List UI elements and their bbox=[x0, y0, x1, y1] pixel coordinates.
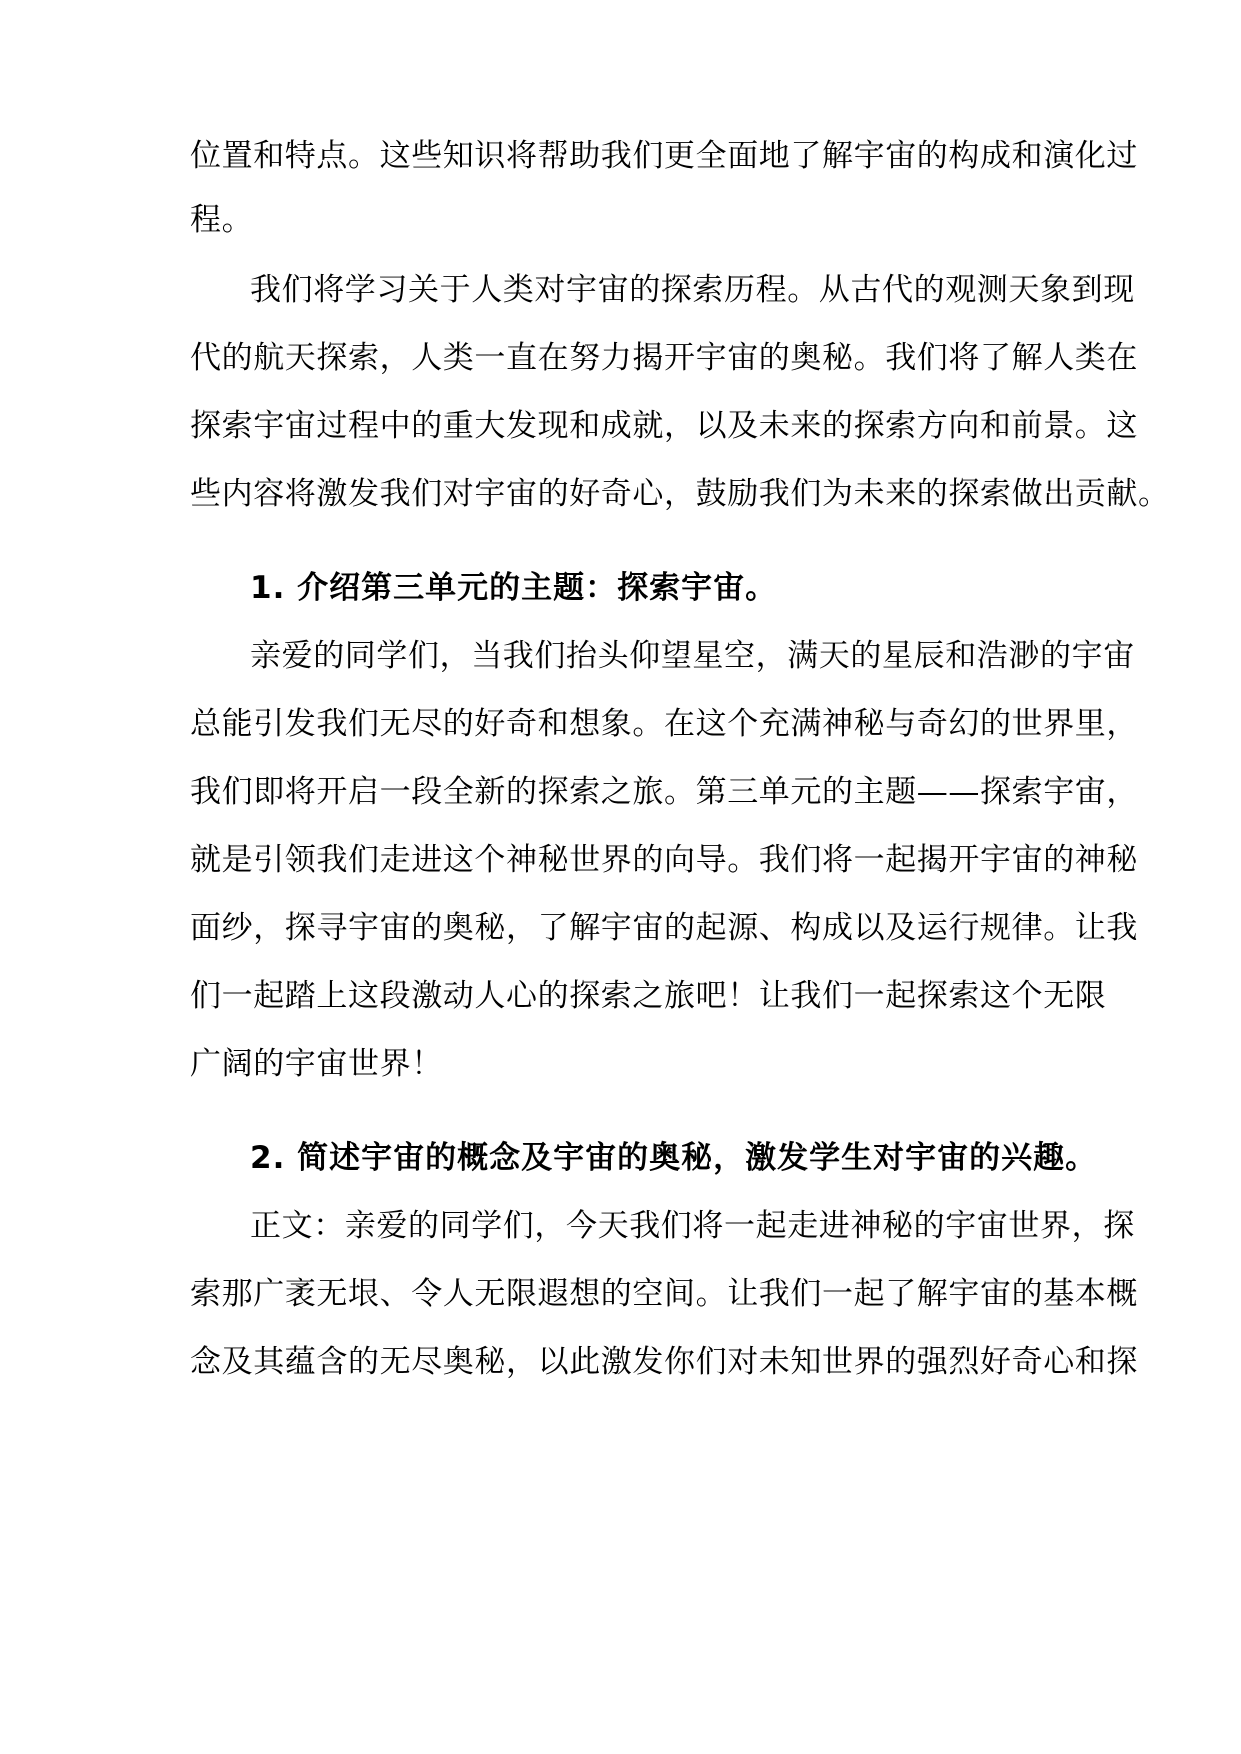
paragraph-line: 位置和特点。这些知识将帮助我们更全面地了解宇宙的构成和演化过 bbox=[190, 138, 1138, 174]
paragraph-line: 们一起踏上这段激动人心的探索之旅吧！让我们一起探索这个无限 bbox=[190, 978, 1107, 1014]
paragraph-line: 些内容将激发我们对宇宙的好奇心，鼓励我们为未来的探索做出贡献。 bbox=[190, 476, 1170, 512]
paragraph-line: 亲爱的同学们，当我们抬头仰望星空，满天的星辰和浩渺的宇宙 bbox=[250, 638, 1135, 674]
paragraph-line: 总能引发我们无尽的好奇和想象。在这个充满神秘与奇幻的世界里， bbox=[190, 706, 1138, 742]
paragraph-line: 念及其蕴含的无尽奥秘，以此激发你们对未知世界的强烈好奇心和探 bbox=[190, 1344, 1138, 1380]
paragraph-line: 我们将学习关于人类对宇宙的探索历程。从古代的观测天象到现 bbox=[250, 272, 1135, 308]
paragraph-line: 广阔的宇宙世界！ bbox=[190, 1046, 443, 1082]
paragraph-line: 代的航天探索，人类一直在努力揭开宇宙的奥秘。我们将了解人类在 bbox=[190, 340, 1138, 376]
paragraph-line: 程。 bbox=[190, 202, 254, 238]
section-heading: 1. 介绍第三单元的主题：探索宇宙。 bbox=[250, 570, 778, 606]
paragraph-line: 我们即将开启一段全新的探索之旅。第三单元的主题——探索宇宙， bbox=[190, 774, 1138, 810]
paragraph-line: 索那广袤无垠、令人无限遐想的空间。让我们一起了解宇宙的基本概 bbox=[190, 1276, 1138, 1312]
paragraph-line: 探索宇宙过程中的重大发现和成就，以及未来的探索方向和前景。这 bbox=[190, 408, 1138, 444]
paragraph-line: 面纱，探寻宇宙的奥秘，了解宇宙的起源、构成以及运行规律。让我 bbox=[190, 910, 1138, 946]
paragraph-line: 正文：亲爱的同学们，今天我们将一起走进神秘的宇宙世界，探 bbox=[250, 1208, 1135, 1244]
paragraph-line: 就是引领我们走进这个神秘世界的向导。我们将一起揭开宇宙的神秘 bbox=[190, 842, 1138, 878]
section-heading: 2. 简述宇宙的概念及宇宙的奥秘，激发学生对宇宙的兴趣。 bbox=[250, 1140, 1098, 1176]
